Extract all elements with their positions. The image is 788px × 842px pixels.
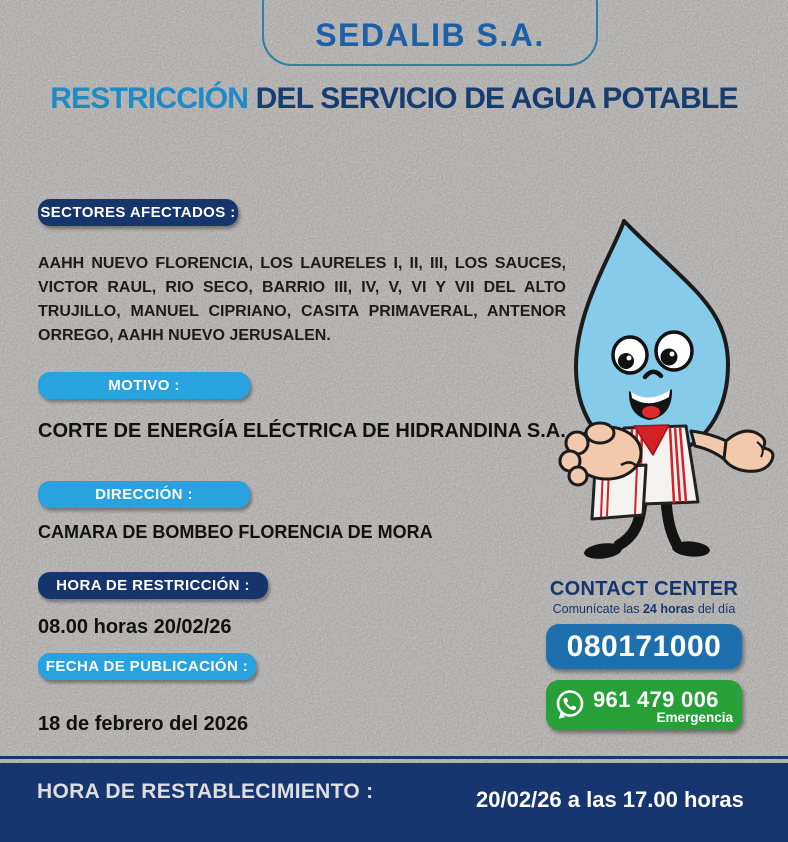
subtitle-suffix: del día <box>694 602 736 616</box>
page-title <box>0 82 788 116</box>
badge-direccion <box>38 481 250 508</box>
footer-divider <box>0 756 788 759</box>
badge-motivo <box>38 372 250 399</box>
motivo-value: CORTE DE ENERGÍA ELÉCTRICA DE HIDRANDINA S.A. <box>38 420 566 442</box>
affected-sectors-text: AAHH NUEVO FLORENCIA, LOS LAURELES I, II, III, LOS SAUCES, VICTOR RAUL, RIO SECO, BARRIO III, IV, V, VI Y VII DEL ALTO TRUJILLO, MANUEL CIPRIANO, CASITA PRIMAVERAL, ANTENOR ORREGO, AAHH NUEVO JERUSALEN. <box>38 255 566 344</box>
footer-value: 20/02/26 a las 17.00 horas <box>476 787 744 812</box>
badge-hora-restriccion-label: HORA DE RESTRICCIÓN : <box>56 577 250 594</box>
mascot-right-arm <box>691 431 773 471</box>
contact-center-block <box>546 578 742 730</box>
primary-phone-button[interactable] <box>546 624 742 669</box>
footer-label: HORA DE RESTABLECIMIENTO : <box>37 780 374 803</box>
whatsapp-button[interactable] <box>546 680 742 730</box>
footer-bar <box>0 763 788 842</box>
badge-sectores-afectados <box>38 199 238 226</box>
badge-motivo-label: MOTIVO : <box>108 377 180 394</box>
primary-phone-number: 080171000 <box>566 629 722 663</box>
contact-center-title: CONTACT CENTER <box>549 578 739 600</box>
badge-sectores-label: SECTORES AFECTADOS : <box>40 204 236 221</box>
badge-fecha-publicacion <box>38 653 256 680</box>
subtitle-prefix: Comunícate las <box>552 602 643 616</box>
logo-box <box>262 0 598 66</box>
water-drop-mascot <box>545 213 788 565</box>
title-highlight: RESTRICCIÓN <box>50 82 249 115</box>
subtitle-bold: 24 horas <box>642 602 695 616</box>
title-rest: DEL SERVICIO DE AGUA POTABLE <box>248 82 738 115</box>
contact-center-subtitle <box>546 602 742 616</box>
logo-sedalib: SEDALIB S.A. <box>315 17 545 53</box>
emergency-label: Emergencia <box>656 710 733 725</box>
badge-direccion-label: DIRECCIÓN : <box>95 486 193 503</box>
badge-fecha-publicacion-label: FECHA DE PUBLICACIÓN : <box>45 658 249 675</box>
direccion-value: CAMARA DE BOMBEO FLORENCIA DE MORA <box>38 522 433 542</box>
whatsapp-phone-number: 961 479 006 <box>593 687 719 712</box>
whatsapp-icon <box>552 687 588 723</box>
badge-hora-restriccion <box>38 572 268 599</box>
fecha-publicacion-value: 18 de febrero del 2026 <box>38 713 249 735</box>
hora-restriccion-value: 08.00 horas 20/02/26 <box>38 616 232 638</box>
